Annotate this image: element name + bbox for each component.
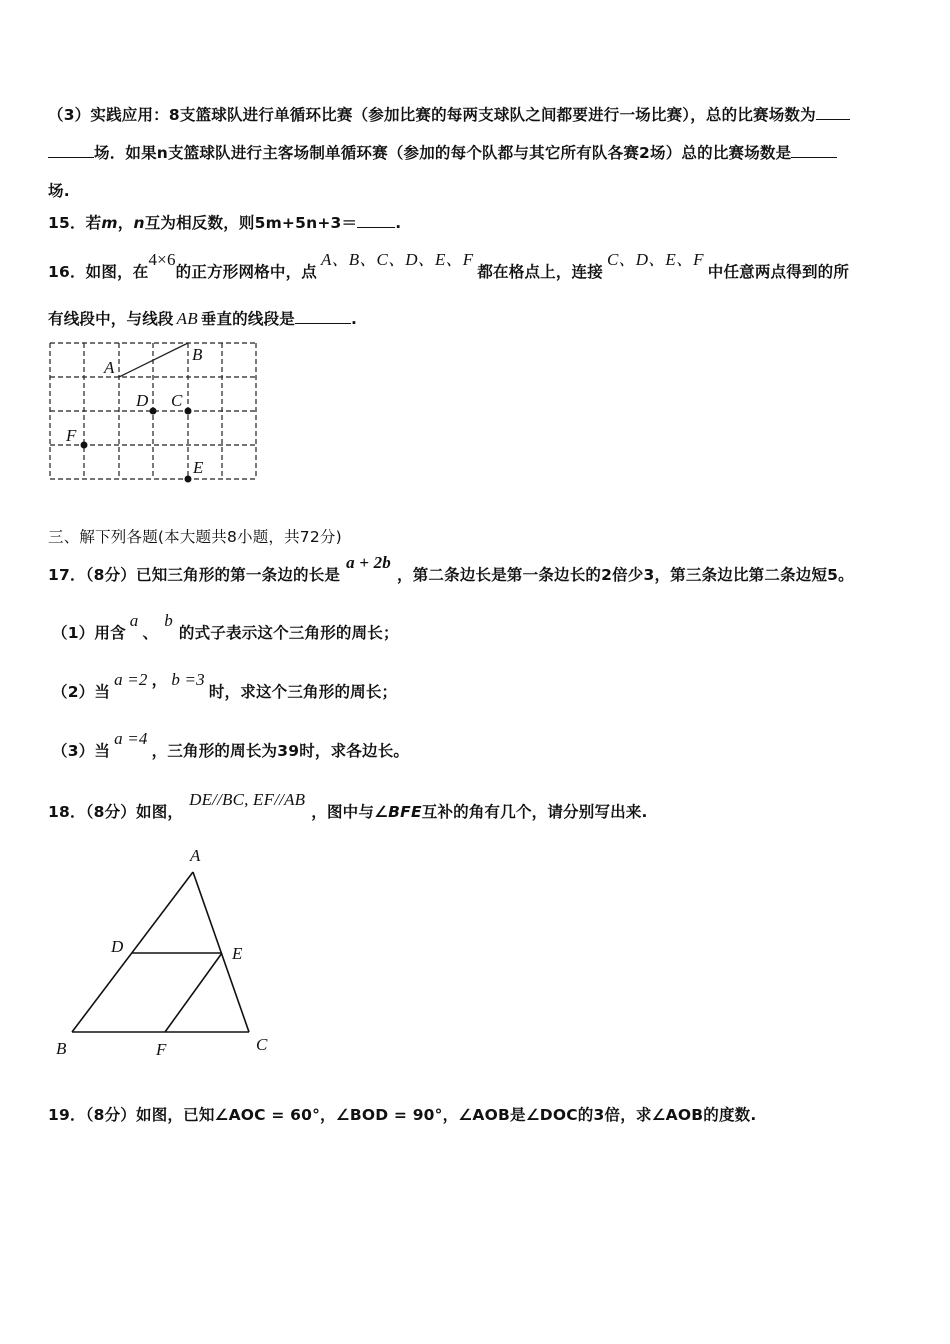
question-18: 18．（8分）如图，DE//BC, EF//AB，图中与∠BFE互补的角有几个，请分别写出来. bbox=[48, 790, 648, 821]
point-d bbox=[150, 408, 157, 415]
point-f bbox=[81, 442, 88, 449]
label-e: E bbox=[193, 458, 204, 477]
label-c: C bbox=[256, 1035, 268, 1054]
label-b: B bbox=[192, 345, 203, 364]
grid-figure bbox=[40, 335, 270, 490]
label-d: D bbox=[136, 391, 149, 410]
answer-blank[interactable] bbox=[357, 213, 395, 228]
point-c bbox=[185, 408, 192, 415]
question-16-line1: 16．如图，在4×6的正方形网格中，点A、B、C、D、E、F都在格点上，连接C、D、E、F中任意两点得到的所 bbox=[48, 250, 850, 281]
point-e bbox=[185, 476, 192, 483]
q14-part3-line1: （3）实践应用：8支篮球队进行单循环比赛（参加比赛的每两支球队之间都要进行一场比赛），总的比赛场数为 bbox=[48, 103, 850, 125]
answer-blank[interactable] bbox=[816, 105, 850, 120]
triangle-figure bbox=[48, 840, 288, 1065]
answer-blank[interactable] bbox=[791, 143, 837, 158]
label-c: C bbox=[171, 391, 183, 410]
question-17: 17．（8分）已知三角形的第一条边的长是a + 2b，第二条边长是第一条边长的2倍少3，第三条边比第二条边短5。 bbox=[48, 553, 854, 584]
question-16-line2: 有线段中，与线段 AB 垂直的线段是 . bbox=[48, 309, 358, 328]
section-3-title: 三、解下列各题(本大题共8小题，共72分) bbox=[48, 528, 342, 546]
side-ab bbox=[72, 872, 193, 1032]
label-f: F bbox=[66, 426, 77, 445]
question-17-part2: （2）当a =2 ， b =3时，求这个三角形的周长； bbox=[52, 670, 398, 701]
answer-blank[interactable] bbox=[48, 143, 94, 158]
question-17-part3: （3）当a =4，三角形的周长为39时，求各边长。 bbox=[52, 729, 410, 760]
question-17-part1: （1）用含a、b的式子表示这个三角形的周长； bbox=[52, 611, 399, 642]
label-e: E bbox=[232, 944, 243, 963]
answer-blank[interactable] bbox=[295, 309, 351, 324]
q14-part3-line3: 场. bbox=[48, 182, 70, 200]
question-15: 15．若m，n互为相反数，则5m+5n+3＝ . bbox=[48, 214, 402, 232]
q14-part3-line2: 场．如果n支篮球队进行主客场制单循环赛（参加的每个队都与其它所有队各赛2场）总的比赛场数是 bbox=[48, 141, 837, 163]
question-19: 19．（8分）如图，已知∠AOC = 60°，∠BOD = 90°，∠AOB是∠DOC的3倍，求∠AOB的度数. bbox=[48, 1106, 757, 1124]
label-a: A bbox=[104, 358, 115, 377]
label-d: D bbox=[111, 937, 124, 956]
label-f: F bbox=[156, 1040, 167, 1059]
segment-ef bbox=[165, 953, 222, 1032]
label-a: A bbox=[190, 846, 201, 865]
label-b: B bbox=[56, 1039, 67, 1058]
